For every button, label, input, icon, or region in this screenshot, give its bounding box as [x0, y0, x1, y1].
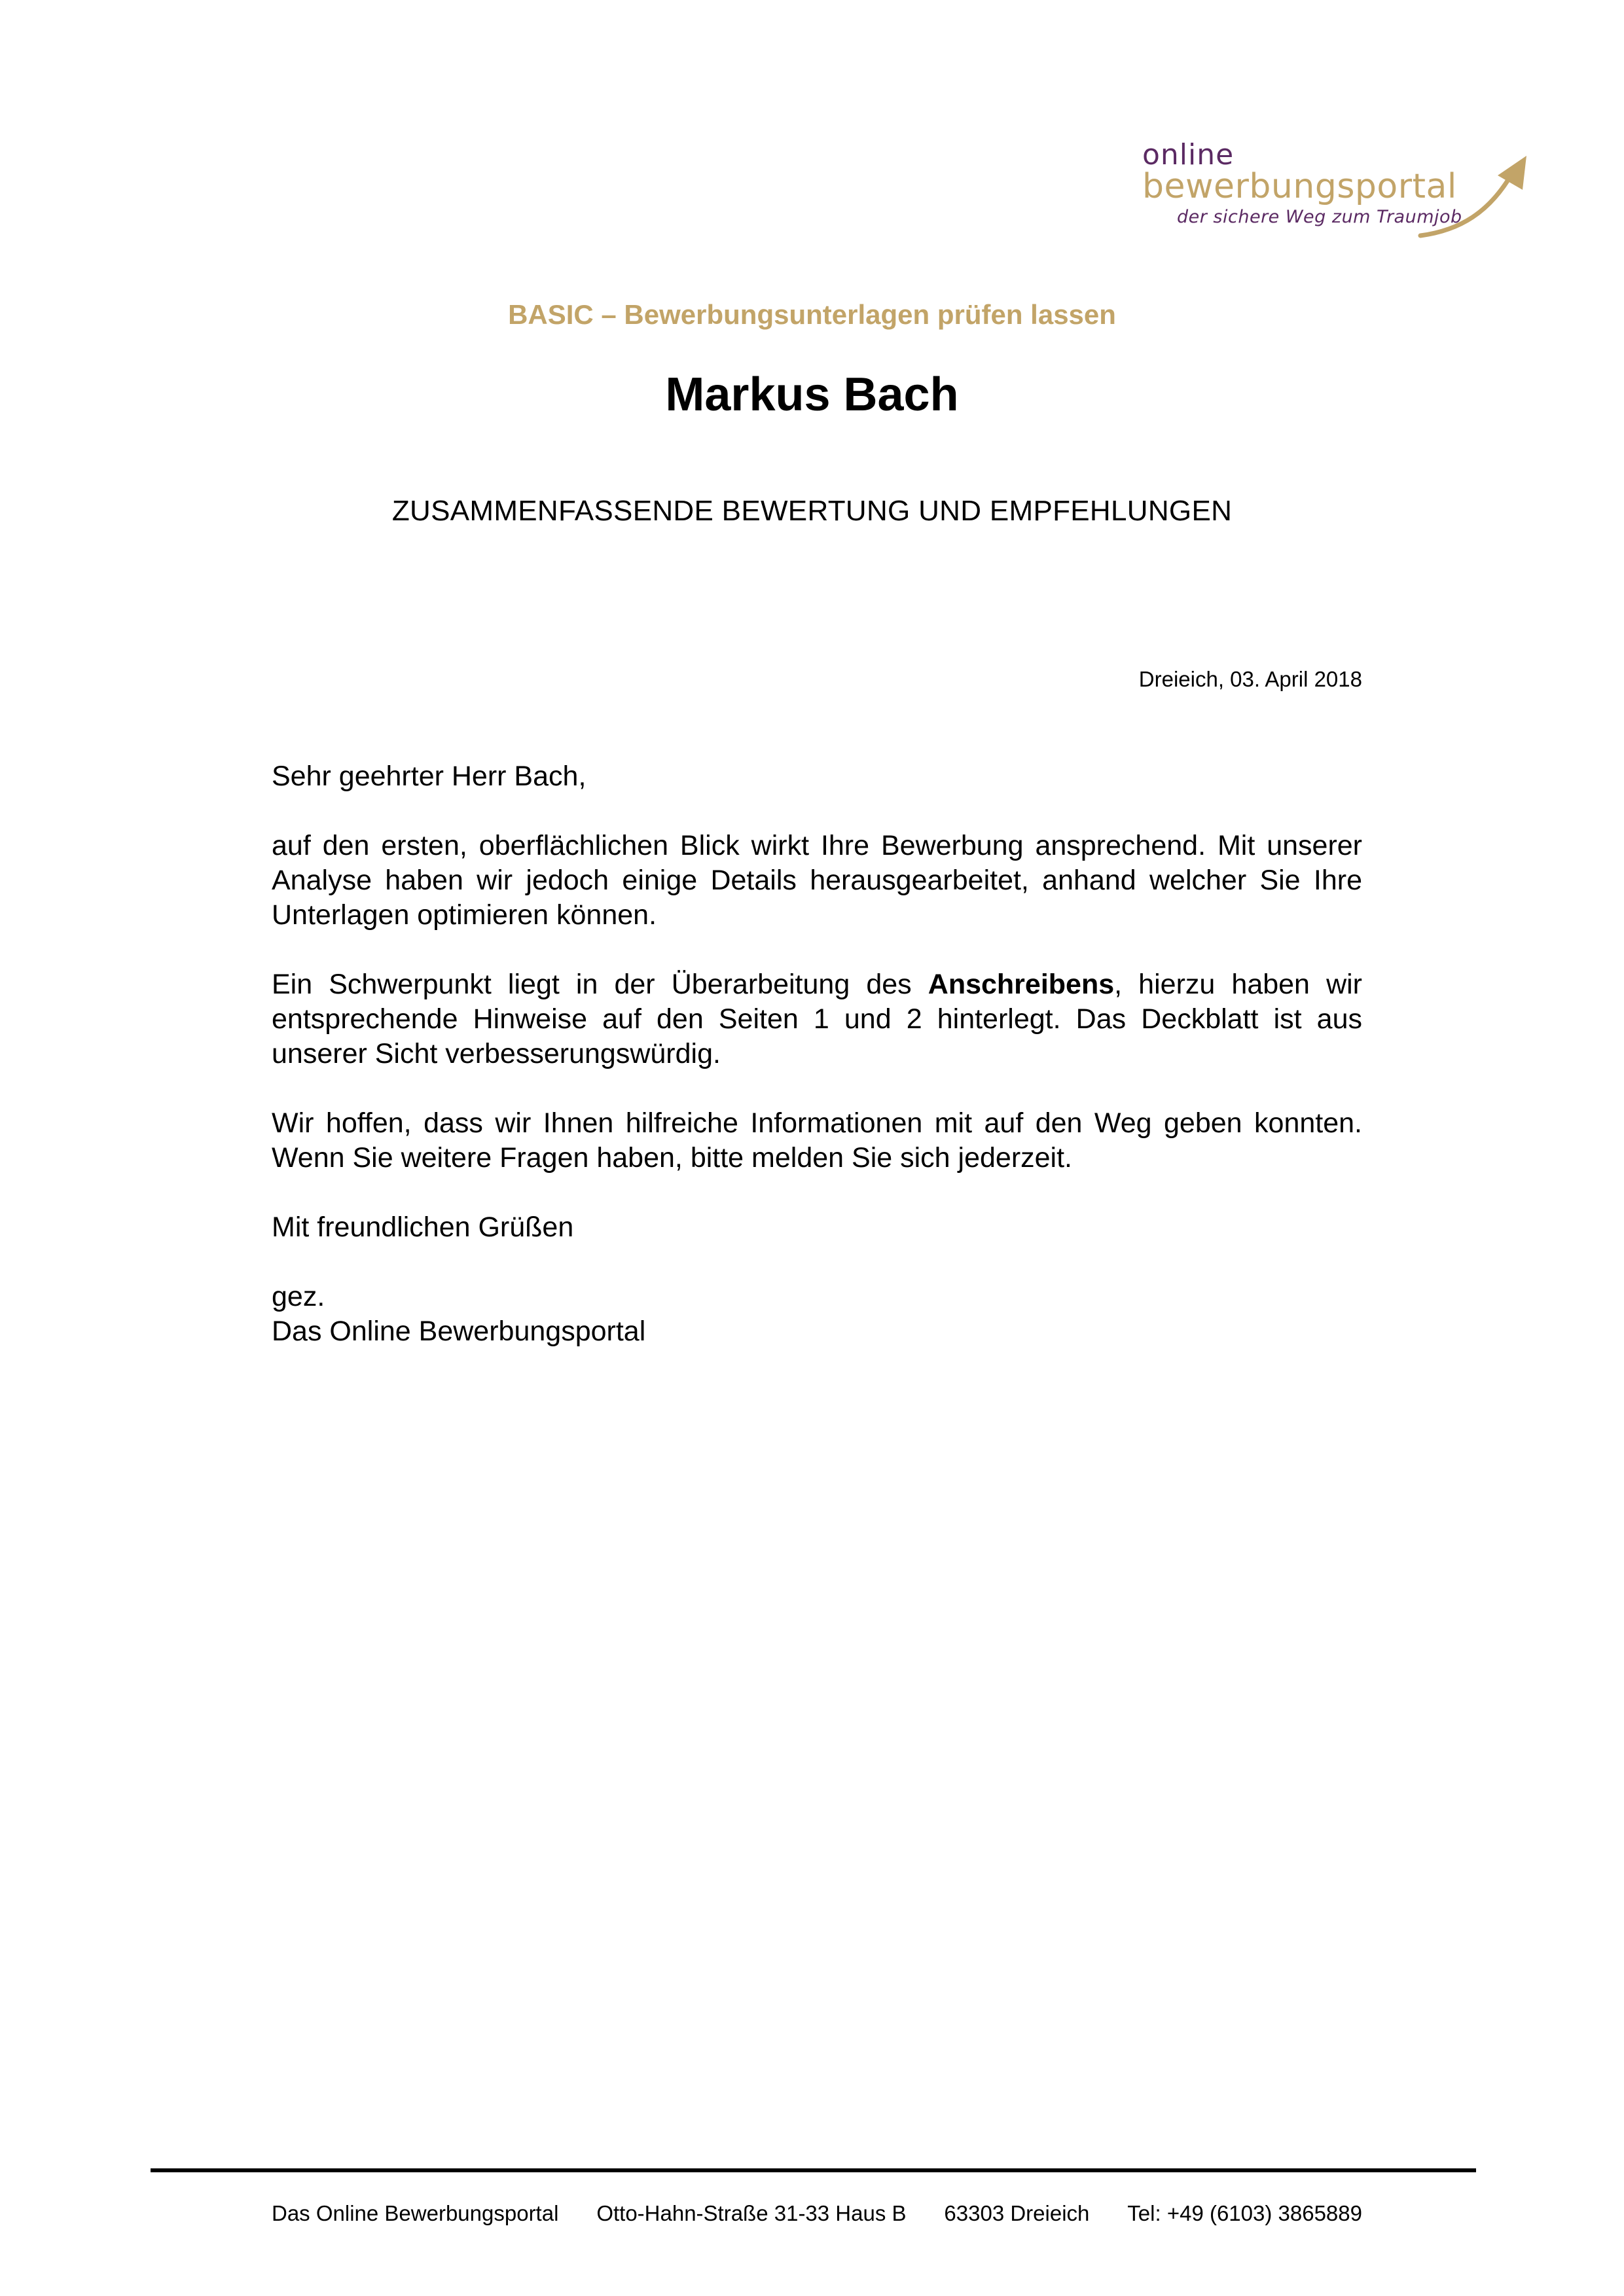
paragraph-intro: auf den ersten, oberflächlichen Blick wirkt Ihre Bewerbung ansprechend. Mit unserer Analyse haben wir jedoch einige Details herausgearbeitet, anhand welcher Sie Ihre Unterlagen optimieren können.: [272, 830, 1362, 931]
footer-company: Das Online Bewerbungsportal: [272, 2201, 559, 2225]
closing-greeting: Mit freundlichen Grüßen: [272, 1211, 574, 1243]
paragraph-focus-text-start: Ein Schwerpunkt liegt in der Überarbeitung des: [272, 969, 928, 1000]
paragraph-focus-emphasis: Anschreibens: [928, 969, 1115, 1000]
signoff-gez: gez.: [272, 1281, 325, 1312]
section-title: ZUSAMMENFASSENDE BEWERTUNG UND EMPFEHLUNGEN: [391, 495, 1233, 527]
footer-city: 63303 Dreieich: [944, 2201, 1090, 2225]
product-title: BASIC – Bewerbungsunterlagen prüfen lassen: [508, 299, 1116, 330]
paragraph-closing-remarks: Wir hoffen, dass wir Ihnen hilfreiche Informationen mit auf den Weg geben konnten. Wenn Sie weitere Fragen haben, bitte melden Sie sich jederzeit.: [272, 1107, 1362, 1174]
logo-line-bewerbungsportal: bewerbungsportal: [1142, 167, 1457, 206]
paragraph-focus-text-end: , hierzu haben wir entsprechende Hinweise auf den Seiten 1 und 2 hinterlegt. Das Deckblatt ist aus unserer Sicht verbesserungswürdig.: [272, 969, 1363, 1069]
paragraph-focus: [272, 967, 1362, 1071]
rising-arrow-icon: [1414, 151, 1532, 242]
footer: [272, 2200, 1362, 2227]
date-line: Dreieich, 03. April 2018: [1138, 667, 1362, 691]
brand-logo: [1139, 138, 1532, 239]
footer-street: Otto-Hahn-Straße 31-33 Haus B: [596, 2201, 907, 2225]
salutation: Sehr geehrter Herr Bach,: [272, 761, 586, 792]
footer-divider: [151, 2168, 1476, 2172]
signoff-name: Das Online Bewerbungsportal: [272, 1316, 646, 1347]
logo-tagline: der sichere Weg zum Traumjob: [1177, 207, 1462, 227]
logo-line-online: online: [1142, 138, 1235, 171]
letter-body: [272, 759, 1362, 1349]
footer-phone: Tel: +49 (6103) 3865889: [1127, 2201, 1362, 2225]
client-name-heading: Markus Bach: [665, 368, 959, 421]
